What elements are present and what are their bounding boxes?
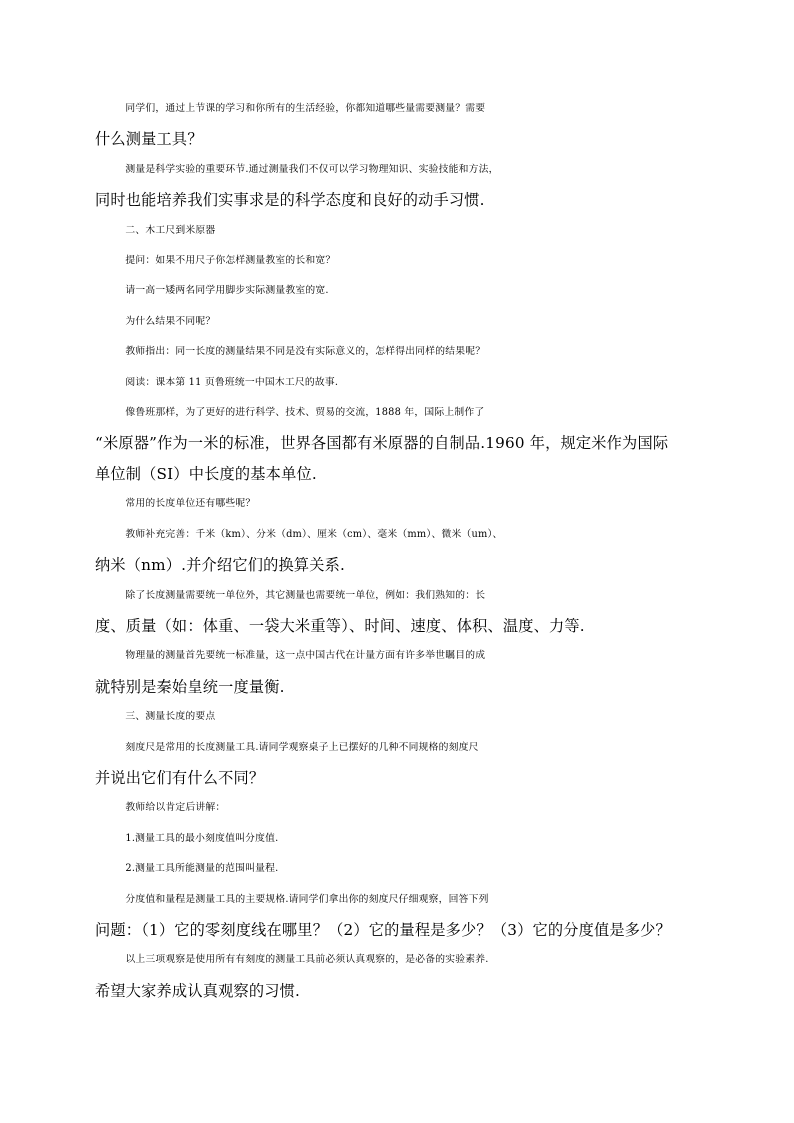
paragraph-line: 教师指出：同一长度的测量结果不同是没有实际意义的，怎样得出同样的结果呢？ (125, 346, 486, 358)
paragraph-line: 希望大家养成认真观察的习惯. (95, 981, 301, 1000)
paragraph-line: 像鲁班那样，为了更好的进行科学、技术、贸易的交流，1888 年，国际上制作了 (125, 407, 485, 419)
paragraph-line: “米原器”作为一米的标准，世界各国都有米原器的自制品.1960 年，规定米作为国际 (95, 434, 669, 453)
paragraph-line: 物理量的测量首先要统一标准量，这一点中国古代在计量方面有许多举世瞩目的成 (125, 650, 486, 662)
paragraph (95, 94, 701, 155)
paragraph-line: 教师给以肯定后讲解： (125, 802, 226, 814)
paragraph-line: 提问：如果不用尺子你怎样测量教室的长和宽？ (125, 255, 336, 267)
paragraph-line: 问题：（1）它的零刻度线在哪里？（2）它的量程是多少？（3）它的分度值是多少？ (95, 920, 671, 939)
paragraph-line: 二、木工尺到米原器 (125, 224, 216, 236)
paragraph-line: 教师补充完善：千米（km）、分米（dm）、厘米（cm）、毫米（mm）、微米（um）、 (125, 528, 503, 540)
paragraph-line: 请一高一矮两名同学用脚步实际测量教室的宽. (125, 285, 329, 297)
paragraph (95, 398, 701, 489)
paragraph-line: 2.测量工具所能测量的范围叫量程. (125, 863, 279, 875)
paragraph-line: 单位制（SI）中长度的基本单位. (95, 464, 317, 483)
paragraph (95, 489, 701, 519)
paragraph (95, 337, 701, 367)
paragraph-line: 三、测量长度的要点 (125, 711, 216, 723)
paragraph-line: 常用的长度单位还有哪些呢？ (125, 498, 256, 510)
paragraph (95, 702, 701, 732)
paragraph-line: 分度值和量程是测量工具的主要规格.请同学们拿出你的刻度尺仔细观察，回答下列 (125, 893, 489, 905)
paragraph-line: 度、质量（如：体重、一袋大米重等）、时间、速度、体积、温度、力等. (95, 616, 585, 635)
paragraph (95, 216, 701, 246)
paragraph-line: 阅读：课本第 11 页鲁班统一中国木工尺的故事. (125, 376, 339, 388)
paragraph (95, 854, 701, 884)
paragraph-line: 1.测量工具的最小刻度值叫分度值. (125, 832, 279, 844)
paragraph-line: 什么测量工具？ (95, 130, 203, 149)
paragraph (95, 945, 701, 1006)
paragraph-line: 并说出它们有什么不同？ (95, 768, 265, 787)
paragraph-line: 刻度尺是常用的长度测量工具.请同学观察桌子上已摆好的几种不同规格的刻度尺 (125, 741, 479, 753)
paragraph-line: 测量是科学实验的重要环节.通过测量我们不仅可以学习物理知识、实验技能和方法， (125, 163, 499, 175)
paragraph (95, 276, 701, 306)
document-page (95, 94, 701, 1006)
paragraph (95, 155, 701, 216)
paragraph-line: 同学们，通过上节课的学习和你所有的生活经验，你都知道哪些量需要测量？需要 (125, 103, 486, 114)
paragraph-line: 就特别是秦始皇统一度量衡. (95, 677, 285, 696)
paragraph (95, 368, 701, 398)
paragraph (95, 733, 701, 794)
paragraph (95, 793, 701, 823)
paragraph (95, 307, 701, 337)
paragraph (95, 641, 701, 702)
paragraph (95, 246, 701, 276)
paragraph (95, 885, 701, 946)
paragraph (95, 581, 701, 642)
paragraph-line: 同时也能培养我们实事求是的科学态度和良好的动手习惯. (95, 191, 485, 210)
paragraph-line: 为什么结果不同呢？ (125, 315, 216, 327)
paragraph (95, 824, 701, 854)
paragraph-line: 除了长度测量需要统一单位外，其它测量也需要统一单位，例如：我们熟知的：长 (125, 589, 486, 601)
paragraph-line: 以上三项观察是使用所有有刻度的测量工具前必须认真观察的，是必备的实验素养. (125, 954, 489, 966)
paragraph (95, 520, 701, 581)
paragraph-line: 纳米（nm）.并介绍它们的换算关系. (95, 556, 346, 575)
